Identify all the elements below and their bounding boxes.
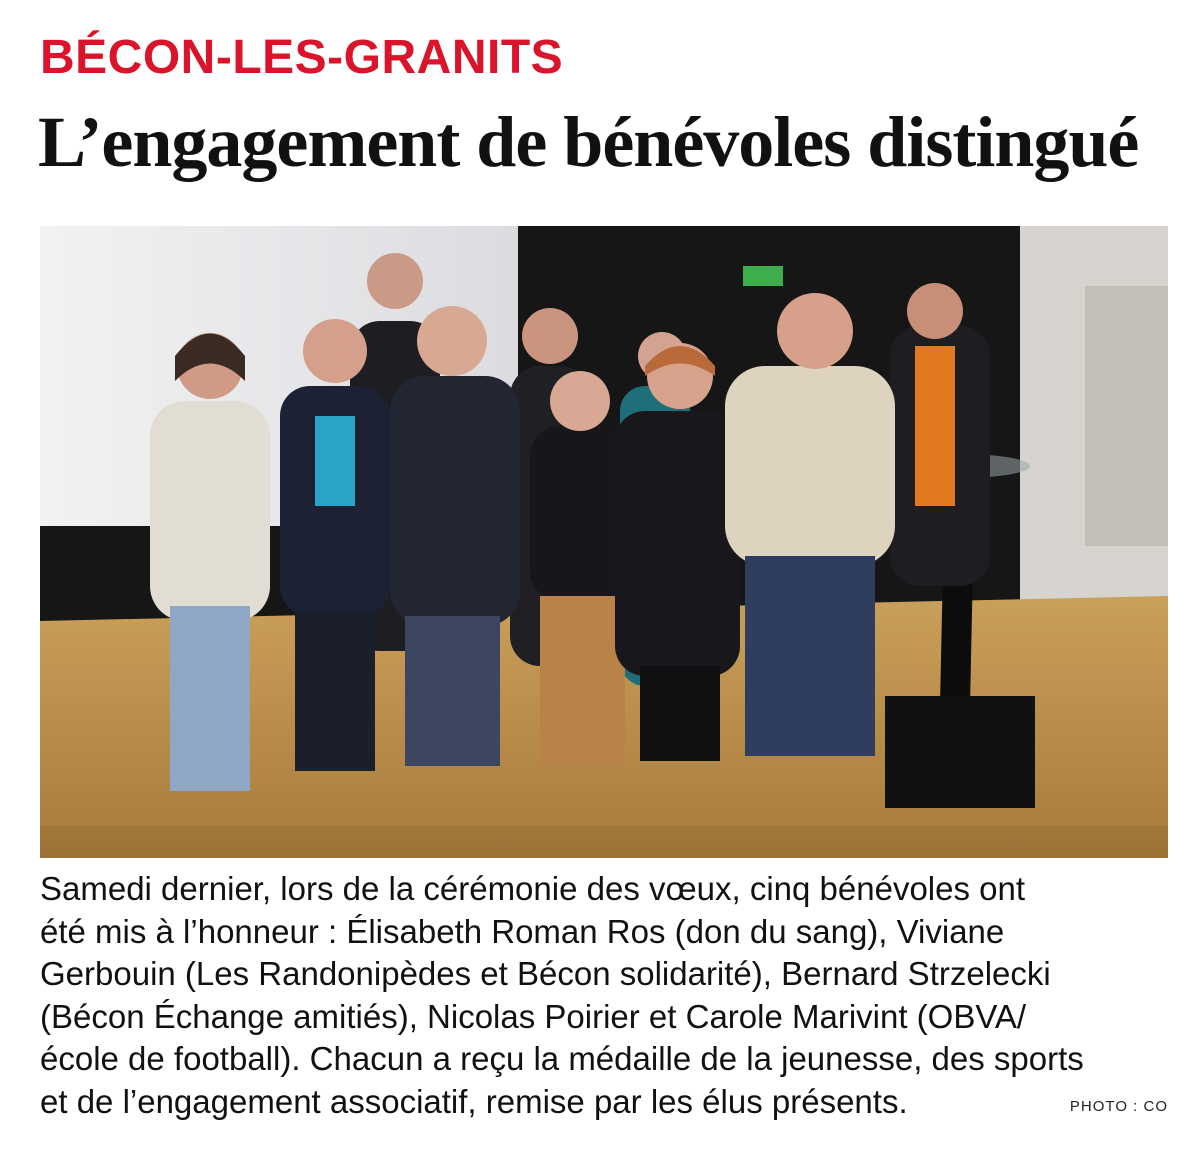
photo-credit: PHOTO : CO — [1069, 1098, 1168, 1115]
group-photo — [40, 226, 1168, 858]
group-photo-illustration — [40, 226, 1168, 858]
section-kicker: BÉCON-LES-GRANITS — [40, 31, 564, 84]
article-headline: L’engagement de bénévoles distingué — [38, 102, 1139, 182]
photo-caption: Samedi dernier, lors de la cérémonie des vœux, cinq bénévoles ont été mis à l’honneur : Élisabeth Roman Ros (don du sang), Viviane Gerbouin (Les Randonipèdes et Bécon solidarité), Bernard Strzelecki (Bécon Échange amitiés), Nicolas Poirier et Carole Marivint (OBVA/ école de football). Chacun a reçu la médaille de la jeunesse, des sports et de l’engagement associatif, remise par les élus présents. — [40, 870, 1084, 1120]
